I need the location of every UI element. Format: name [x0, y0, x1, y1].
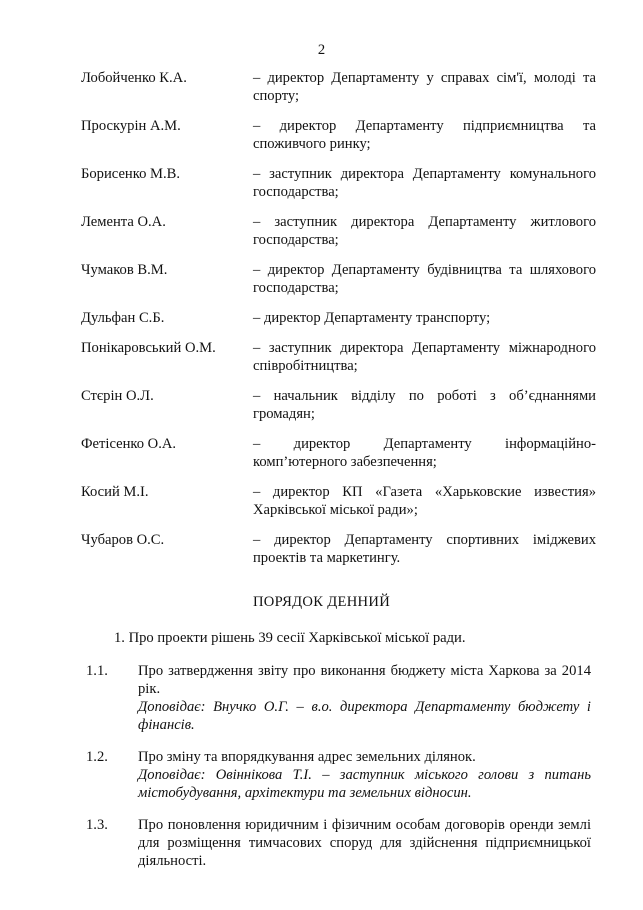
agenda-item-body	[138, 662, 591, 734]
attendee-name: Чумаков В.М.	[81, 262, 168, 278]
attendee-row	[81, 435, 596, 471]
attendee-role: – директор Департаменту будівництва та шляхового господарства;	[253, 262, 596, 296]
agenda-item	[86, 816, 591, 870]
agenda-item-text: Про поновлення юридичним і фізичним особам договорів оренди землі для розміщення тимчасових споруд для здійснення підприємницької діяльності.	[138, 817, 591, 869]
attendee-name: Борисенко М.В.	[81, 166, 181, 182]
attendee-row	[81, 387, 596, 423]
attendee-role: – директор Департаменту спортивних іміджевих проектів та маркетингу.	[253, 532, 596, 566]
attendee-name: Лобойченко К.А.	[81, 70, 187, 86]
attendee-role: – директор КП «Газета «Харьковские известия» Харківської міської ради»;	[253, 484, 596, 518]
attendee-row	[81, 117, 596, 153]
agenda-item-number: 1.1.	[86, 663, 108, 679]
agenda-item	[86, 748, 591, 802]
agenda-item-speaker: Доповідає: Овіннікова Т.І. – заступник міського голови з питань містобудування, архітектури та земельних відносин.	[138, 767, 591, 801]
attendee-row	[81, 69, 596, 105]
agenda-item-text: Про затвердження звіту про виконання бюджету міста Харкова за 2014 рік.	[138, 663, 591, 697]
attendee-role: – заступник директора Департаменту міжнародного співробітництва;	[253, 340, 596, 374]
attendee-row	[81, 531, 596, 567]
agenda-item-number: 1.2.	[86, 749, 108, 765]
attendee-name: Косий М.І.	[81, 484, 149, 500]
agenda-item-speaker: Доповідає: Внучко О.Г. – в.о. директора Департаменту бюджету і фінансів.	[138, 699, 591, 733]
attendee-role: – директор Департаменту інформаційно-комп’ютерного забезпечення;	[253, 436, 596, 470]
agenda-section-heading: 1. Про проекти рішень 39 сесії Харківської міської ради.	[114, 630, 466, 646]
agenda-item-number: 1.3.	[86, 817, 108, 833]
attendees-list	[81, 69, 596, 579]
agenda-item-body	[138, 748, 591, 802]
attendee-name: Фетісенко О.А.	[81, 436, 177, 452]
attendee-role: – заступник директора Департаменту житлового господарства;	[253, 214, 596, 248]
attendee-row	[81, 483, 596, 519]
attendee-row	[81, 309, 596, 327]
attendee-row	[81, 339, 596, 375]
attendee-row	[81, 261, 596, 297]
agenda-item	[86, 662, 591, 734]
agenda-title: ПОРЯДОК ДЕННИЙ	[252, 594, 391, 610]
agenda-items	[86, 662, 591, 884]
attendee-role: – директор Департаменту транспорту;	[253, 310, 491, 326]
attendee-name: Стєрін О.Л.	[81, 388, 154, 404]
attendee-role: – директор Департаменту у справах сім'ї, молоді та спорту;	[253, 70, 596, 104]
attendee-name: Понікаровський О.М.	[81, 340, 216, 356]
attendee-name: Проскурін А.М.	[81, 118, 181, 134]
agenda-item-text: Про зміну та впорядкування адрес земельних ділянок.	[138, 749, 476, 765]
attendee-row	[81, 165, 596, 201]
attendee-row	[81, 213, 596, 249]
attendee-name: Дульфан С.Б.	[81, 310, 165, 326]
page-number: 2	[317, 42, 326, 58]
attendee-role: – директор Департаменту підприємництва та споживчого ринку;	[253, 118, 596, 152]
attendee-role: – заступник директора Департаменту комунального господарства;	[253, 166, 596, 200]
attendee-role: – начальник відділу по роботі з об’єднаннями громадян;	[253, 388, 596, 422]
attendee-name: Лемента О.А.	[81, 214, 166, 230]
agenda-item-body	[138, 816, 591, 870]
attendee-name: Чубаров О.С.	[81, 532, 165, 548]
